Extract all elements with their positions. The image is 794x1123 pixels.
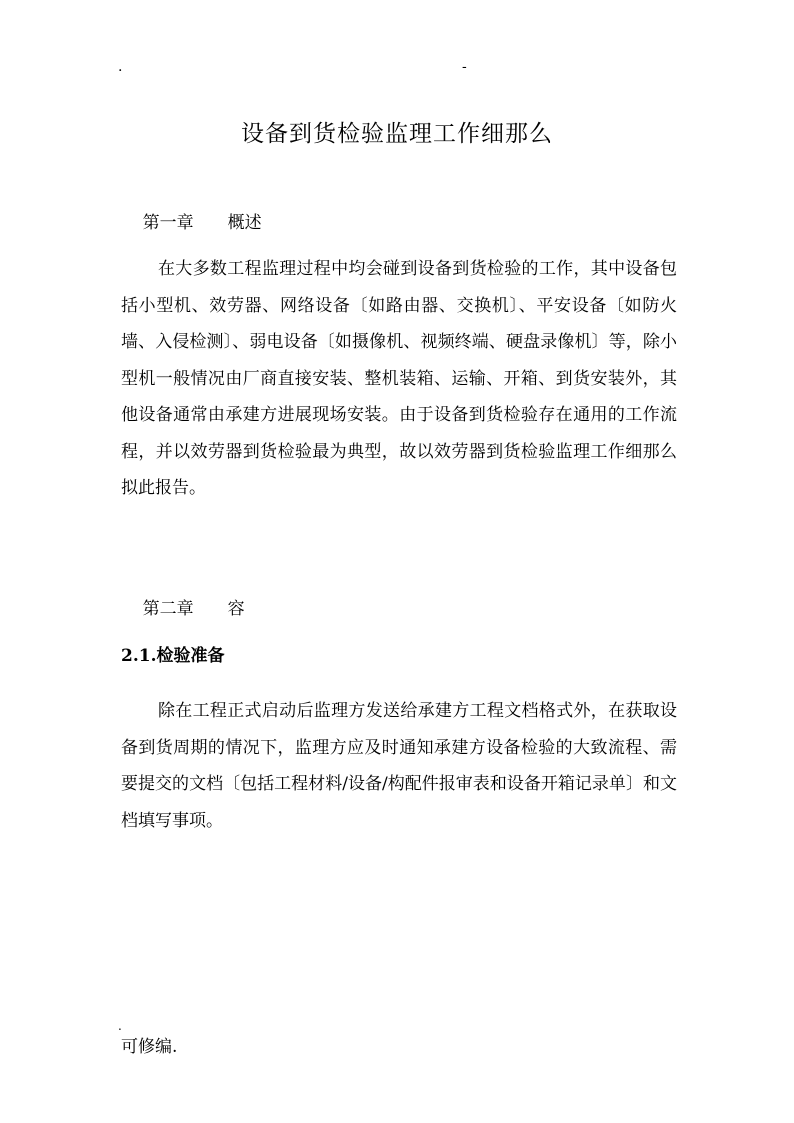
section-2-1-heading: 2.1.检验准备 — [121, 646, 225, 666]
chapter-1-name: 概述 — [227, 213, 262, 233]
document-title: 设备到货检验监理工作细那么 — [241, 121, 553, 147]
footer-dot: . — [118, 1019, 122, 1033]
header-right-mark: - — [462, 59, 467, 75]
chapter-2-number: 第二章 — [142, 599, 194, 619]
paragraph-inspection-prep: 除在工程正式启动后监理方发送给承建方工程文档格式外，在获取设备到货周期的情况下，监理方应及时通知承建方设备检验的大致流程、需要提交的文档〔包括工程材料/设备/构配件报审表和设备开箱记录单〕和文档填写事项。 — [121, 701, 677, 831]
footer-text: 可修编. — [121, 1037, 178, 1057]
chapter-1-heading — [121, 190, 262, 256]
chapter-1-number: 第一章 — [142, 213, 194, 233]
chapter-2-heading — [121, 576, 245, 642]
header-left-mark: . — [118, 59, 123, 75]
paragraph-overview: 在大多数工程监理过程中均会碰到设备到货检验的工作，其中设备包括小型机、效劳器、网络设备〔如路由器、交换机〕、平安设备〔如防火墙、入侵检测〕、弱电设备〔如摄像机、视频终端、硬盘录像机〕等，除小型机一般情况由厂商直接安装、整机装箱、运输、开箱、到货安装外，其他设备通常由承建方进展现场安装。由于设备到货检验存在通用的工作流程，并以效劳器到货检验最为典型，故以效劳器到货检验监理工作细那么拟此报告。 — [121, 259, 677, 498]
chapter-2-name: 容 — [227, 599, 245, 619]
